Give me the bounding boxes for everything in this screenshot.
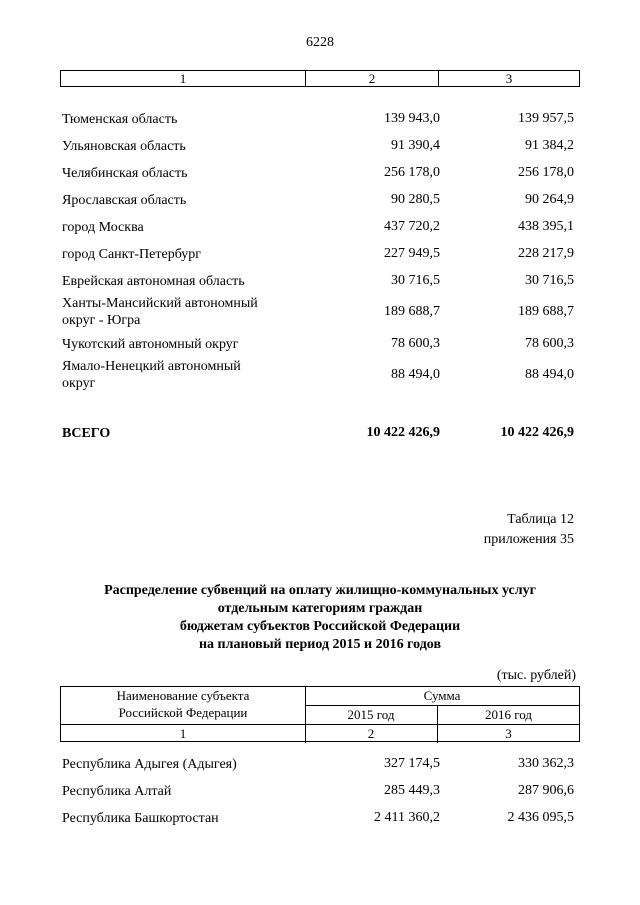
region-name: Ханты-Мансийский автономный округ - Югра — [62, 296, 258, 328]
region-name: Ярославская область — [62, 193, 187, 208]
value-2015: 90 280,5 — [391, 192, 440, 207]
value-2016: 189 688,7 — [518, 304, 574, 319]
total-2016: 10 422 426,9 — [500, 425, 574, 440]
value-2016: 228 217,9 — [518, 246, 574, 261]
region-name: город Москва — [62, 220, 144, 235]
column-number-3: 3 — [505, 726, 512, 741]
region-name: Республика Адыгея (Адыгея) — [62, 757, 237, 772]
value-2016: 139 957,5 — [518, 111, 574, 126]
value-2015: 285 449,3 — [384, 783, 440, 798]
value-2015: 327 174,5 — [384, 756, 440, 771]
region-name: Чукотский автономный округ — [62, 337, 239, 352]
region-name: Республика Башкортостан — [62, 811, 219, 826]
value-2016: 90 264,9 — [525, 192, 574, 207]
value-2016: 438 395,1 — [518, 219, 574, 234]
value-2015: 30 716,5 — [391, 273, 440, 288]
region-name: город Санкт-Петербург — [62, 247, 202, 262]
value-2016: 30 716,5 — [525, 273, 574, 288]
column-number-2: 2 — [305, 725, 438, 743]
value-2015: 2 411 360,2 — [374, 810, 440, 825]
value-2016: 88 494,0 — [525, 367, 574, 382]
value-2015: 139 943,0 — [384, 111, 440, 126]
total-2015: 10 422 426,9 — [366, 425, 440, 440]
column-subject-name-line1: Наименование субъекта — [116, 688, 250, 703]
document-title — [0, 582, 640, 654]
region-name: Ямало-Ненецкий автономный округ — [62, 359, 241, 391]
value-2016: 287 906,6 — [518, 783, 574, 798]
region-name: Еврейская автономная область — [62, 274, 245, 289]
column-year-2016: 2016 год — [485, 707, 532, 722]
column-year-2015: 2015 год — [305, 705, 438, 724]
region-name: Республика Алтай — [62, 784, 172, 799]
column-sum: Сумма — [305, 687, 579, 706]
region-name: Тюменская область — [62, 112, 178, 127]
column-subject-name-line2: Российской Федерации — [118, 705, 248, 720]
page-number: 6228 — [306, 35, 334, 50]
value-2015: 256 178,0 — [384, 165, 440, 180]
column-number-row — [61, 724, 579, 743]
value-2015: 88 494,0 — [391, 367, 440, 382]
table1-header-col3: 3 — [505, 71, 513, 86]
region-name: Челябинская область — [62, 166, 188, 181]
value-2015: 189 688,7 — [384, 304, 440, 319]
table1-header — [60, 70, 580, 87]
value-2015: 227 949,5 — [384, 246, 440, 261]
value-2016: 91 384,2 — [525, 138, 574, 153]
column-subject-name — [61, 687, 306, 724]
title-line: отдельным категориям граждан — [217, 601, 423, 616]
units-label: (тыс. рублей) — [496, 668, 576, 683]
title-line: Распределение субвенций на оплату жилищно-коммунальных услуг — [104, 583, 536, 598]
value-2015: 437 720,2 — [384, 219, 440, 234]
title-line: на плановый период 2015 и 2016 годов — [198, 637, 442, 652]
column-number-1: 1 — [61, 725, 306, 743]
value-2016: 2 436 095,5 — [507, 810, 574, 825]
title-line: бюджетам субъектов Российской Федерации — [179, 619, 461, 634]
table-caption — [484, 510, 574, 550]
appendix-number: приложения 35 — [483, 532, 574, 547]
region-name: Ульяновская область — [62, 139, 186, 154]
value-2015: 91 390,4 — [391, 138, 440, 153]
value-2016: 256 178,0 — [518, 165, 574, 180]
value-2016: 330 362,3 — [518, 756, 574, 771]
table-number: Таблица 12 — [507, 512, 574, 527]
value-2016: 78 600,3 — [525, 336, 574, 351]
table1-header-col1: 1 — [61, 71, 306, 86]
total-label: ВСЕГО — [62, 426, 111, 441]
table2-header — [60, 686, 580, 742]
value-2015: 78 600,3 — [391, 336, 440, 351]
table1-header-col2: 2 — [306, 71, 439, 86]
